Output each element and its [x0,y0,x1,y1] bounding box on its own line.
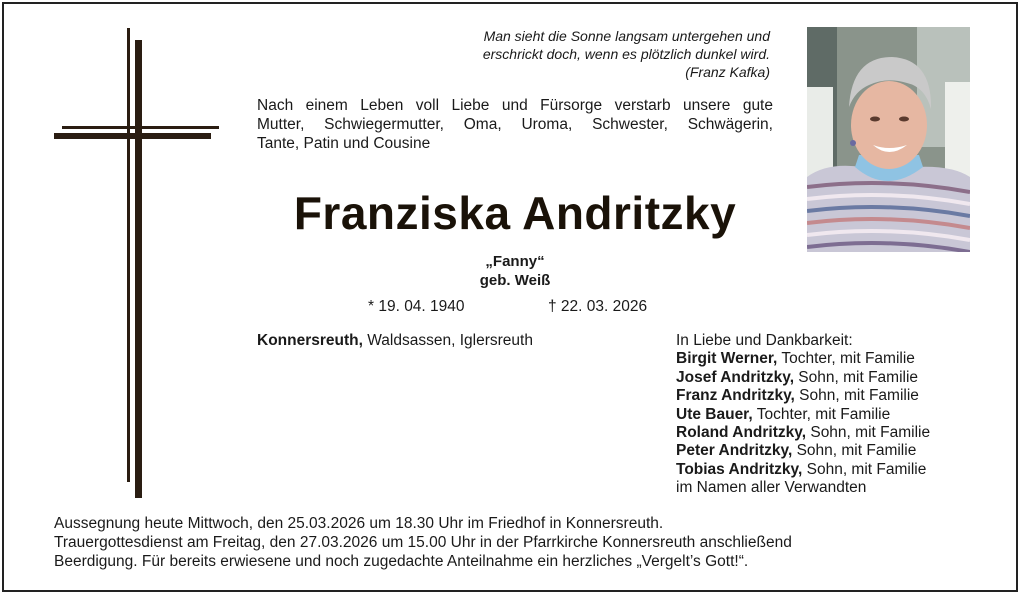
maiden-name: geb. Weiß [479,272,551,289]
place-others: Waldsassen, Iglersreuth [362,332,533,349]
birth-date: * 19. 04. 1940 [368,298,465,315]
mourner-row [676,442,976,460]
mourner-relation: Sohn, mit Familie [792,442,917,460]
footer-line: Aussegnung heute Mittwoch, den 25.03.2026 um 18.30 Uhr im Friedhof in Konnersreuth. [54,515,664,532]
mourner-name: Roland Andritzky, [676,424,807,442]
intro-line: Tante, Patin und Cousine [257,135,431,152]
mourner-relation: Sohn, mit Familie [802,460,927,478]
nickname-block [257,252,773,290]
mourner-name: Franz Andritzky, [676,387,795,405]
mourner-row [676,406,976,424]
quote-author: (Franz Kafka) [685,64,770,80]
kafka-quote [380,27,770,81]
quote-line: erschrickt doch, wenn es plötzlich dunkel wird. [482,46,770,62]
mourner-name: Birgit Werner, [676,350,778,368]
mourner-name: Josef Andritzky, [676,368,794,386]
intro-text [257,96,773,153]
footer-line: Trauergottesdienst am Freitag, den 27.03.2026 um 15.00 Uhr in der Pfarrkirche Konnersreuth anschließend [54,534,792,551]
cross-horizontal-thick [54,133,211,139]
deceased-name: Franziska Andritzky [293,187,737,239]
funeral-details [54,514,954,571]
intro-line: Nach einem Leben voll Liebe und Fürsorge verstarb unsere gute [257,97,773,114]
mourner-row [676,387,976,405]
portrait-photo [807,27,970,252]
cross-vertical-thick [135,40,142,498]
mourner-row [676,424,976,442]
mourner-row [676,369,976,387]
mourner-name: Tobias Andritzky, [676,460,803,478]
places [257,332,533,350]
cross-vertical-thin [127,28,130,482]
quote-line: Man sieht die Sonne langsam untergehen und [483,28,770,44]
death-date: † 22. 03. 2026 [548,298,648,315]
mourners-list [676,332,976,498]
mourners-heading: In Liebe und Dankbarkeit: [676,332,853,349]
mourner-relation: Sohn, mit Familie [794,368,919,386]
mourners-closing: im Namen aller Verwandten [676,479,867,497]
footer-line: Beerdigung. Für bereits erwiesene und noch zugedachte Anteilnahme ein herzliches „Vergelt’s Gott!“. [54,553,749,570]
mourner-relation: Tochter, mit Familie [777,350,915,368]
mourner-row [676,350,976,368]
cross-horizontal-thin [62,126,219,129]
mourner-name: Peter Andritzky, [676,442,793,460]
portrait-image [807,27,970,252]
mourner-name: Ute Bauer, [676,405,753,423]
place-main: Konnersreuth, [257,332,363,349]
mourner-row [676,461,976,479]
nickname: „Fanny“ [485,253,545,270]
mourner-relation: Sohn, mit Familie [806,424,931,442]
intro-line: Mutter, Schwiegermutter, Oma, Uroma, Schwester, Schwägerin, [257,116,773,133]
mourner-relation: Sohn, mit Familie [794,387,919,405]
mourner-relation: Tochter, mit Familie [752,405,891,423]
